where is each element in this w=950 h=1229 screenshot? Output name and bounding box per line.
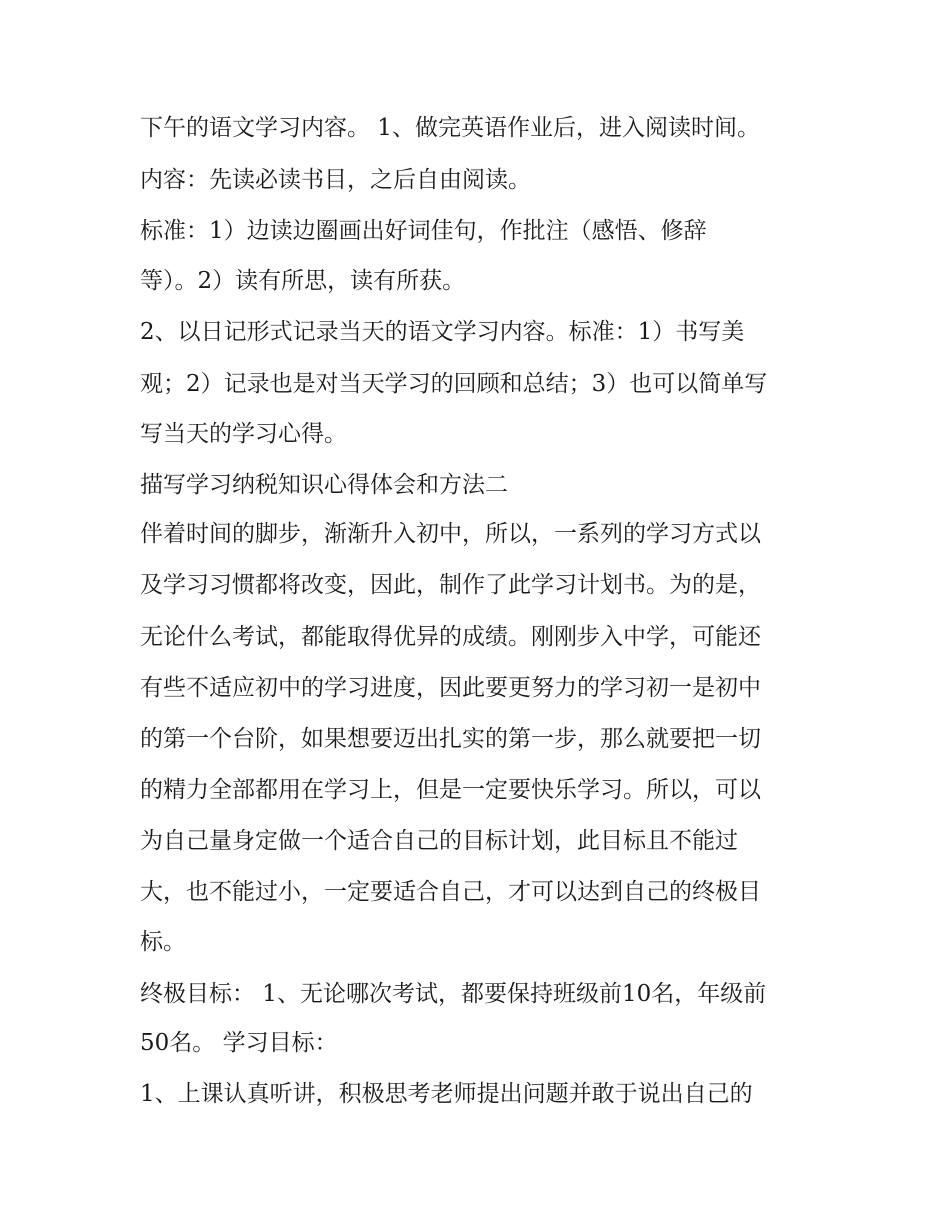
text-line: 的第一个台阶，如果想要迈出扎实的第一步，那么就要把一切 (140, 726, 761, 752)
text-line: 下午的语文学习内容。 1、做完英语作业后，进入阅读时间。 (140, 115, 760, 141)
text-line: 有些不适应初中的学习进度，因此要更努力的学习初一是初中 (140, 675, 761, 701)
text-line: 等）。2）读有所思，读有所获。 (140, 268, 466, 294)
text-line: 写当天的学习心得。 (140, 421, 347, 447)
text-line: 50名。 学习目标： (140, 1030, 338, 1056)
text-line: 标准：1）边读边圈画出好词佳句，作批注（感悟、修辞 (140, 218, 707, 244)
text-line: 伴着时间的脚步，渐渐升入初中，所以，一系列的学习方式以 (140, 521, 761, 547)
text-line: 大，也不能过小，一定要适合自己，才可以达到自己的终极目 (140, 879, 761, 905)
text-line: 1、上课认真听讲，积极思考老师提出问题并敢于说出自己的 (140, 1081, 753, 1107)
text-line: 的精力全部都用在学习上，但是一定要快乐学习。所以，可以 (140, 777, 761, 803)
text-line: 及学习习惯都将改变，因此，制作了此学习计划书。为的是， (140, 572, 761, 598)
section-heading: 描写学习纳税知识心得体会和方法二 (140, 472, 508, 498)
text-line: 观；2）记录也是对当天学习的回顾和总结；3）也可以简单写 (140, 371, 768, 397)
text-line: 2、以日记形式记录当天的语文学习内容。标准：1）书写美 (140, 319, 745, 345)
text-line: 为自己量身定做一个适合自己的目标计划，此目标且不能过 (140, 828, 738, 854)
text-line: 标。 (140, 929, 186, 955)
text-line: 无论什么考试，都能取得优异的成绩。刚刚步入中学，可能还 (140, 624, 761, 650)
text-line: 内容：先读必读书目，之后自由阅读。 (140, 167, 531, 193)
text-line: 终极目标： 1、无论哪次考试，都要保持班级前10名，年级前 (140, 981, 767, 1007)
